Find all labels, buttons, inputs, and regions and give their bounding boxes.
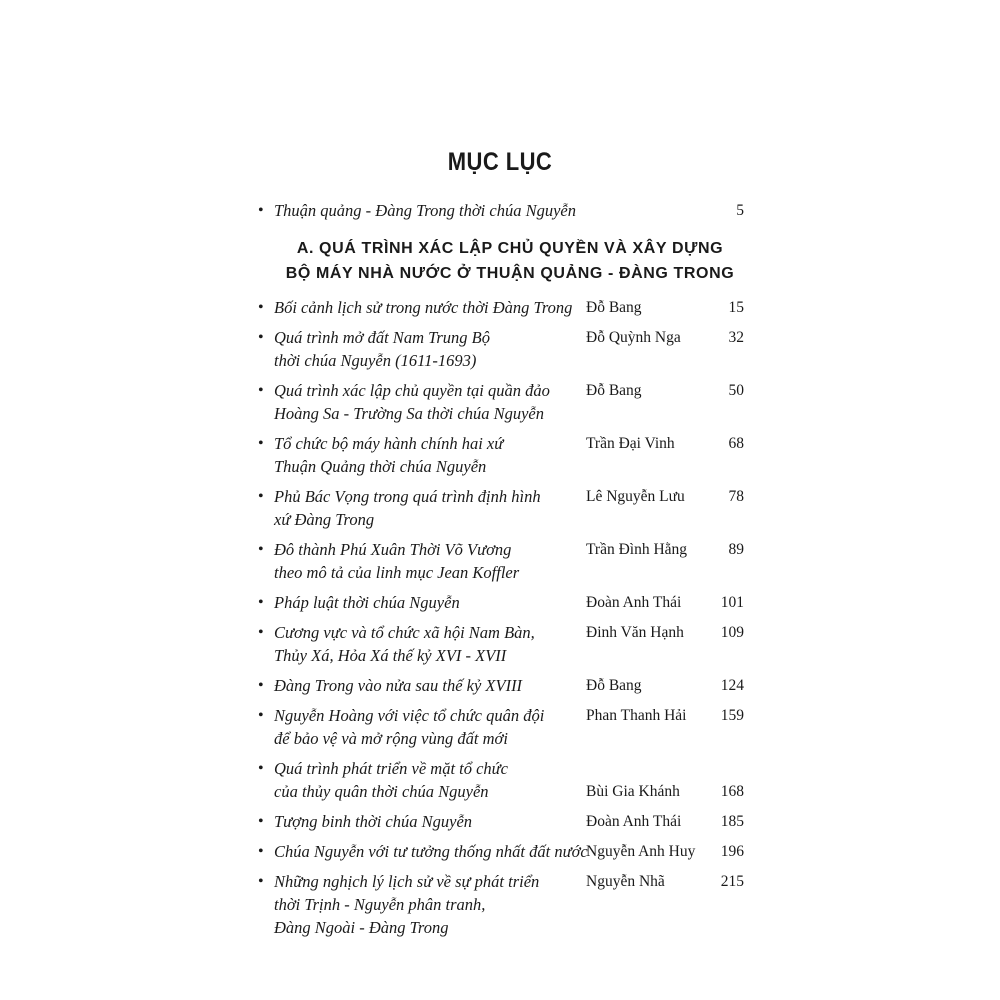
entry-page-number: 185 xyxy=(720,813,744,830)
entry-author: Bùi Gia Khánh xyxy=(586,783,680,800)
entry-page-number: 159 xyxy=(720,707,744,724)
entry-title-line: Tượng binh thời chúa Nguyễn xyxy=(274,812,473,831)
entry-title xyxy=(274,674,574,697)
toc-entry xyxy=(258,326,744,372)
entry-page-number: 101 xyxy=(720,594,744,611)
entry-author: Đinh Văn Hạnh xyxy=(586,624,684,641)
entry-title xyxy=(274,840,588,863)
section-heading xyxy=(262,236,758,286)
entry-title-line: Quá trình phát triển về mặt tổ chức xyxy=(274,759,509,778)
bullet: • xyxy=(258,329,264,346)
toc-entry xyxy=(258,591,744,614)
toc-entry xyxy=(258,379,744,425)
section-heading-line: A. QUÁ TRÌNH XÁC LẬP CHỦ QUYỀN VÀ XÂY DỰNG xyxy=(296,240,724,257)
entry-author: Đoàn Anh Thái xyxy=(586,813,682,830)
bullet: • xyxy=(258,624,264,641)
entry-title-line: Bối cảnh lịch sử trong nước thời Đàng Trong xyxy=(274,298,573,317)
bullet: • xyxy=(258,299,264,316)
entry-title-line: Quá trình xác lập chủ quyền tại quần đảo xyxy=(274,381,550,400)
entry-title xyxy=(274,870,574,939)
entry-author: Đoàn Anh Thái xyxy=(586,594,682,611)
entry-page-number: 215 xyxy=(720,873,744,890)
toc-entry xyxy=(258,840,744,863)
entry-title-line: Đàng Ngoài - Đàng Trong xyxy=(274,918,449,937)
entry-author: Đỗ Bang xyxy=(586,299,642,316)
entry-title-line: Đô thành Phú Xuân Thời Võ Vương xyxy=(274,540,512,559)
entry-page-number: 50 xyxy=(728,382,744,399)
entry-title-line: Nguyễn Hoàng với việc tổ chức quân đội xyxy=(274,706,545,725)
entry-title xyxy=(274,704,574,750)
bullet: • xyxy=(258,202,264,219)
toc-entry xyxy=(258,296,744,319)
toc-entry-list xyxy=(258,296,744,946)
entry-title-line: Thuận Quảng thời chúa Nguyễn xyxy=(274,457,487,476)
bullet: • xyxy=(258,843,264,860)
bullet: • xyxy=(258,873,264,890)
entry-title-line: theo mô tả của linh mục Jean Koffler xyxy=(274,563,520,582)
entry-title xyxy=(274,757,574,803)
entry-title xyxy=(274,538,574,584)
entry-page-number: 124 xyxy=(720,677,744,694)
entry-title: Thuận quảng - Đàng Trong thời chúa Nguyễn xyxy=(274,201,576,220)
entry-title xyxy=(274,810,574,833)
entry-title xyxy=(274,591,574,614)
entry-page-number: 78 xyxy=(728,488,744,505)
entry-author: Nguyễn Anh Huy xyxy=(586,843,696,860)
entry-title-line: Cương vực và tổ chức xã hội Nam Bàn, xyxy=(274,623,535,642)
entry-author: Phan Thanh Hải xyxy=(586,707,687,724)
bullet: • xyxy=(258,435,264,452)
toc-entry xyxy=(258,810,744,833)
entry-title xyxy=(274,326,574,372)
entry-page-number: 68 xyxy=(728,435,744,452)
entry-page-number: 109 xyxy=(720,624,744,641)
entry-title-line: Phủ Bác Vọng trong quá trình định hình xyxy=(274,487,541,506)
entry-title-line: Thủy Xá, Hỏa Xá thế kỷ XVI - XVII xyxy=(274,646,507,665)
section-heading-line: BỘ MÁY NHÀ NƯỚC Ở THUẬN QUẢNG - ĐÀNG TRONG xyxy=(285,265,735,282)
toc-entry xyxy=(258,870,744,939)
entry-title-line: Quá trình mở đất Nam Trung Bộ xyxy=(274,328,490,347)
entry-title-line: Chúa Nguyễn với tư tưởng thống nhất đất nước xyxy=(274,842,588,861)
entry-title-line: Hoàng Sa - Trường Sa thời chúa Nguyễn xyxy=(274,404,544,423)
bullet: • xyxy=(258,813,264,830)
bullet: • xyxy=(258,594,264,611)
bullet: • xyxy=(258,382,264,399)
entry-title-line: của thủy quân thời chúa Nguyễn xyxy=(274,782,489,801)
toc-entry xyxy=(258,538,744,584)
entry-title xyxy=(274,296,574,319)
toc-entry xyxy=(258,704,744,750)
entry-title-line: thời Trịnh - Nguyễn phân tranh, xyxy=(274,895,486,914)
entry-author: Đỗ Bang xyxy=(586,382,642,399)
bullet: • xyxy=(258,488,264,505)
entry-page-number: 168 xyxy=(720,783,744,800)
page-title: MỤC LỤC xyxy=(447,148,553,176)
entry-title xyxy=(274,379,574,425)
entry-title xyxy=(274,485,574,531)
entry-title-line: để bảo vệ và mở rộng vùng đất mới xyxy=(274,729,508,748)
entry-title-line: xứ Đàng Trong xyxy=(274,510,375,529)
entry-title xyxy=(274,621,574,667)
toc-entry xyxy=(258,621,744,667)
entry-title-line: Đàng Trong vào nửa sau thế kỷ XVIII xyxy=(274,676,523,695)
bullet: • xyxy=(258,707,264,724)
entry-author: Đỗ Bang xyxy=(586,677,642,694)
entry-author: Lê Nguyễn Lưu xyxy=(586,488,685,505)
entry-page-number: 89 xyxy=(728,541,744,558)
entry-page-number: 32 xyxy=(728,329,744,346)
entry-author: Nguyễn Nhã xyxy=(586,873,665,890)
toc-entry xyxy=(258,674,744,697)
entry-title xyxy=(274,432,574,478)
toc-entry xyxy=(258,432,744,478)
entry-title-line: Pháp luật thời chúa Nguyễn xyxy=(274,593,460,612)
entry-page-number: 15 xyxy=(728,299,744,316)
toc-intro-entry xyxy=(258,199,744,225)
entry-author: Đỗ Quỳnh Nga xyxy=(586,329,681,346)
entry-title-line: Những nghịch lý lịch sử về sự phát triển xyxy=(274,872,540,891)
bullet: • xyxy=(258,677,264,694)
entry-title-line: thời chúa Nguyễn (1611-1693) xyxy=(274,351,477,370)
entry-author: Trần Đại Vinh xyxy=(586,435,675,452)
entry-author: Trần Đình Hằng xyxy=(586,541,688,558)
bullet: • xyxy=(258,541,264,558)
toc-entry xyxy=(258,485,744,531)
entry-page-number: 5 xyxy=(736,202,744,219)
bullet: • xyxy=(258,760,264,777)
entry-title-line: Tổ chức bộ máy hành chính hai xứ xyxy=(274,434,504,453)
toc-entry xyxy=(258,757,744,803)
entry-page-number: 196 xyxy=(720,843,744,860)
